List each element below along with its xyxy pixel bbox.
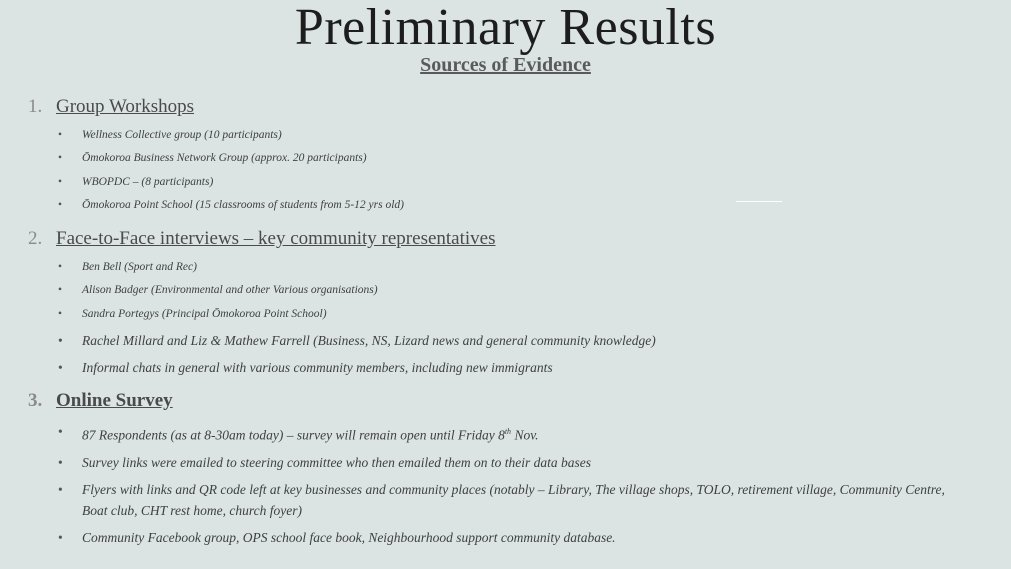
list-item: • Ben Bell (Sport and Rec) (58, 261, 197, 273)
bullet-icon: • (58, 424, 63, 439)
bullet-icon: • (58, 261, 63, 273)
section-interviews (28, 228, 496, 250)
section-number: 1. (28, 96, 43, 117)
bullet-icon: • (58, 333, 63, 348)
bullet-icon: • (58, 152, 63, 165)
bullet-icon: • (58, 454, 63, 470)
bullet-icon: • (58, 481, 63, 497)
divider-line (736, 201, 782, 202)
section-heading: Online Survey (56, 390, 173, 411)
bullet-icon: • (58, 529, 63, 545)
list-item: • Ōmokoroa Business Network Group (approx. 20 participants) (58, 152, 367, 165)
list-item: • 87 Respondents (as at 8-30am today) – survey will remain open until Friday 8th Nov. (58, 421, 958, 446)
bullet-icon: • (58, 198, 63, 211)
section-online-survey (28, 390, 173, 412)
group-workshops-list (58, 127, 404, 220)
bullet-icon: • (58, 307, 63, 320)
section-heading: Face-to-Face interviews – key community representatives (56, 228, 496, 249)
page-title: Preliminary Results (294, 0, 717, 56)
section-group-workshops (28, 96, 194, 118)
list-item: • Informal chats in general with various community members, including new immigrants (58, 357, 656, 378)
interviews-list (58, 259, 378, 329)
list-item: • WBOPDC – (8 participants) (58, 175, 214, 188)
list-item: • Sandra Portegys (Principal Ōmokoroa Point School) (58, 307, 327, 320)
page-subtitle: Sources of Evidence (420, 54, 591, 76)
list-item: • Wellness Collective group (10 participants) (58, 129, 282, 141)
list-item: • Flyers with links and QR code left at key businesses and community places (notably – Library, The village shops, TOLO, retirement village, Community Centre, Boat club, CHT rest home, church foyer) (58, 479, 958, 521)
bullet-icon: • (58, 360, 63, 375)
bullet-icon: • (58, 284, 63, 297)
section-heading: Group Workshops (56, 96, 194, 117)
bullet-icon: • (58, 129, 63, 141)
list-item: • Alison Badger (Environmental and other Various organisations) (58, 284, 378, 297)
interviews-list-continued (58, 330, 656, 378)
online-survey-list (58, 421, 958, 548)
section-number: 3. (28, 390, 43, 411)
list-item: • Rachel Millard and Liz & Mathew Farrell (Business, NS, Lizard news and general community knowledge) (58, 330, 656, 351)
list-item: • Ōmokoroa Point School (15 classrooms of students from 5-12 yrs old) (58, 198, 404, 211)
bullet-icon: • (58, 175, 63, 188)
list-item: • Survey links were emailed to steering committee who then emailed them on to their data bases (58, 452, 958, 473)
list-item: • Community Facebook group, OPS school face book, Neighbourhood support community database. (58, 527, 958, 548)
section-number: 2. (28, 228, 43, 249)
